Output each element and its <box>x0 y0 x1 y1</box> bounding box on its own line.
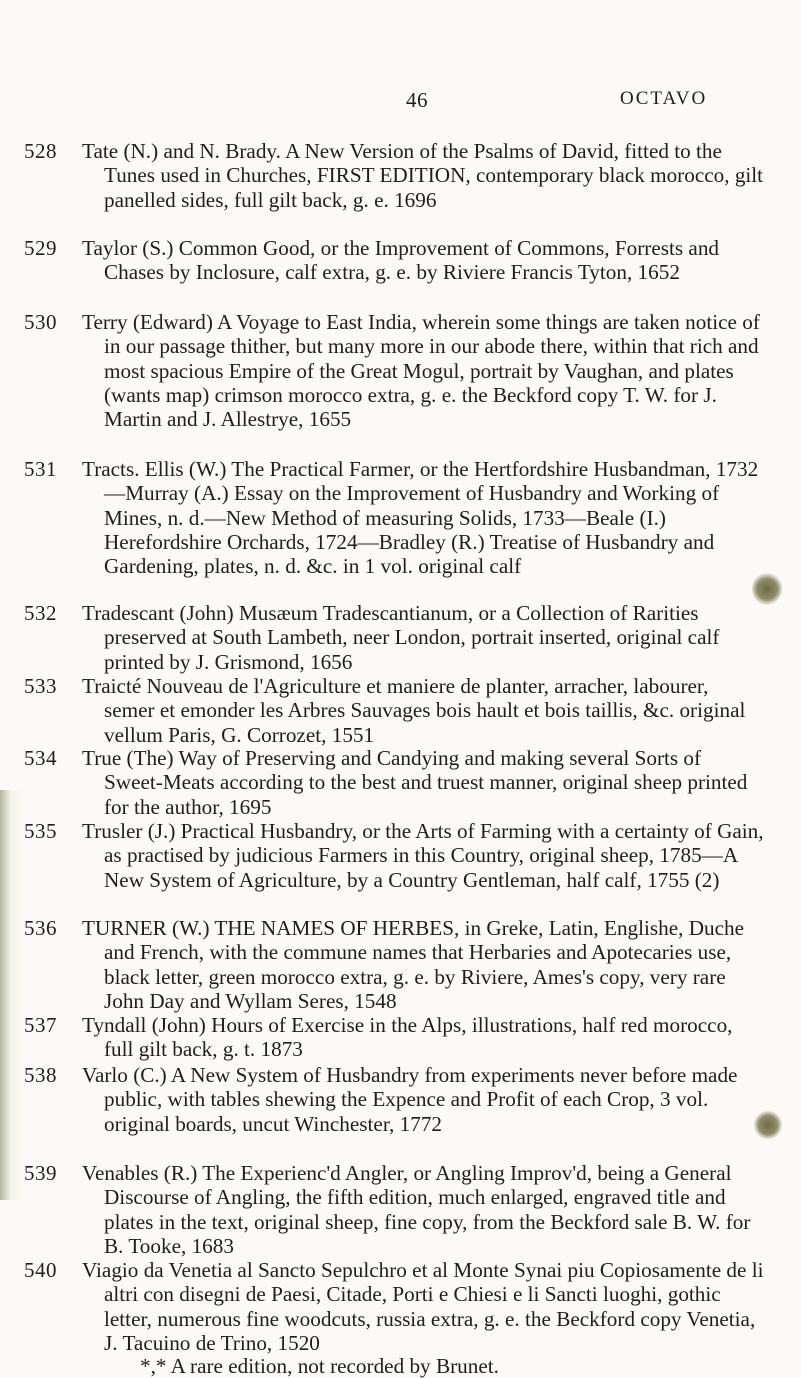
entry-number: 539 <box>24 1161 57 1185</box>
entry-text: True (The) Way of Preserving and Candying and making several Sorts of Sweet-Meats according to the best and truest manner, original sheep printed for the author, 1695 <box>82 746 748 819</box>
entry-number: 534 <box>24 746 57 770</box>
entry-number: 533 <box>24 674 57 698</box>
entry-text: Tradescant (John) Musæum Tradescantianum, or a Collection of Rarities preserved at South Lambeth, neer London, portrait inserted, original calf printed by J. Grismond, 1656 <box>82 601 720 674</box>
entry-text: Tate (N.) and N. Brady. A New Version of the Psalms of David, fitted to the Tunes used in Churches, FIRST EDITION, contemporary black morocco, gilt panelled sides, full gilt back, g. e. 1696 <box>82 139 764 212</box>
entry-number: 529 <box>24 236 57 260</box>
entry-text: Taylor (S.) Common Good, or the Improvement of Commons, Forrests and Chases by Inclosure, calf extra, g. e. by Riviere Francis Tyton, 1652 <box>82 236 720 285</box>
entry-number: 528 <box>24 139 57 163</box>
entry-number: 538 <box>24 1063 57 1087</box>
entry-number: 535 <box>24 819 57 843</box>
page-edge-shadow <box>0 790 22 1200</box>
entry-text: Tyndall (John) Hours of Exercise in the Alps, illustrations, half red morocco, full gilt back, g. t. 1873 <box>82 1013 733 1062</box>
page-header <box>0 88 801 112</box>
page-number: 46 <box>406 88 428 112</box>
entry-text: Viagio da Venetia al Sancto Sepulchro et al Monte Synai piu Copiosamente de li altri con disegni de Paesi, Citade, Porti e Chiesi e li Sancti luoghi, gothic letter, numerous fine woodcuts, russia extra, g. e. the Beckford copy Venetia, J. Tacuino de Trino, 1520 <box>82 1258 764 1355</box>
entry-text: Terry (Edward) A Voyage to East India, wherein some things are taken notice of in our passage thither, but many more in our abode there, within that rich and most spacious Empire of the Great Mogul, portrait by Vaughan, and plates (wants map) crimson morocco extra, g. e. the Beckford copy T. W. for J. Martin and J. Allestrye, 1655 <box>82 310 760 432</box>
stain-mark <box>754 1110 782 1140</box>
entry-text: Varlo (C.) A New System of Husbandry from experiments never before made public, with tables shewing the Expence and Profit of each Crop, 3 vol. original boards, uncut Winchester, 1772 <box>82 1063 738 1136</box>
footnote: *,* A rare edition, not recorded by Brunet. <box>140 1354 499 1378</box>
section-title: OCTAVO <box>620 88 708 109</box>
entry-text: Trusler (J.) Practical Husbandry, or the Arts of Farming with a certainty of Gain, as practised by judicious Farmers in this Country, original sheep, 1785—A New System of Agriculture, by a Country Gentleman, half calf, 1755 (2) <box>82 819 764 892</box>
stain-mark <box>752 572 782 606</box>
entry-number: 537 <box>24 1013 57 1037</box>
entry-text: Tracts. Ellis (W.) The Practical Farmer, or the Hertfordshire Husbandman, 1732—Murray (A.) Essay on the Improvement of Husbandry and Working of Mines, n. d.—New Method of measuring Solids, 1733—Beale (I.) Herefordshire Orchards, 1724—Bradley (R.) Treatise of Husbandry and Gardening, plates, n. d. &c. in 1 vol. original calf <box>82 457 759 579</box>
entry-number: 540 <box>24 1258 57 1282</box>
entry-text: Venables (R.) The Experienc'd Angler, or Angling Improv'd, being a General Discourse of Angling, the fifth edition, much enlarged, engraved title and plates in the text, original sheep, fine copy, from the Beckford sale B. W. for B. Tooke, 1683 <box>82 1161 751 1258</box>
entry-number: 530 <box>24 310 57 334</box>
entry-number: 536 <box>24 916 57 940</box>
entry-text: Traicté Nouveau de l'Agriculture et maniere de planter, arracher, labourer, semer et emonder les Arbres Sauvages bois hault et bois taillis, &c. original vellum Paris, G. Corrozet, 1551 <box>82 674 746 747</box>
entry-number: 531 <box>24 457 57 481</box>
entry-number: 532 <box>24 601 57 625</box>
entry-text: TURNER (W.) THE NAMES OF HERBES, in Greke, Latin, Englishe, Duche and French, with the commune names that Herbaries and Apotecaries use, black letter, green morocco extra, g. e. by Riviere, Ames's copy, very rare John Day and Wyllam Seres, 1548 <box>82 916 745 1013</box>
